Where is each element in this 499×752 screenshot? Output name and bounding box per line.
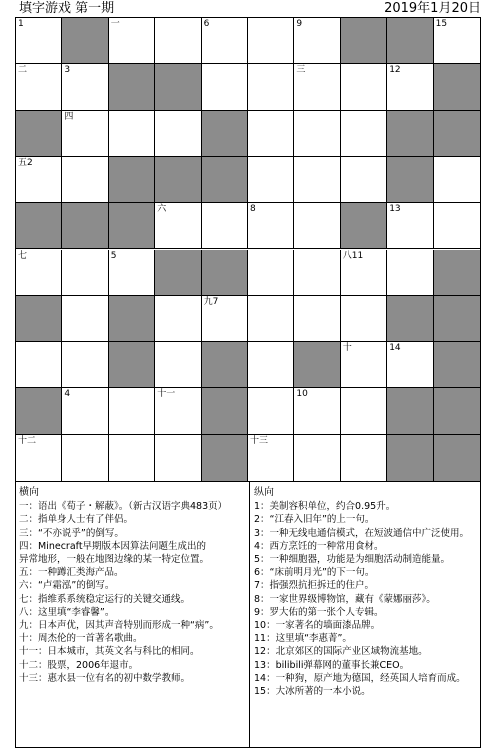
grid-cell[interactable]: [155, 111, 201, 157]
grid-cell[interactable]: [341, 435, 387, 481]
grid-cell-blocked: [434, 388, 480, 434]
grid-cell[interactable]: [16, 64, 62, 110]
down-clues: [254, 486, 476, 698]
grid-cell-blocked: [387, 435, 433, 481]
down-clue: 2：“江春入旧年”的上一句。: [254, 514, 375, 526]
grid-cell[interactable]: [109, 18, 155, 64]
grid-cell[interactable]: [294, 296, 340, 342]
clue-number: 14: [389, 343, 401, 354]
grid-cell-blocked: [434, 250, 480, 296]
grid-cell[interactable]: [294, 250, 340, 296]
clue-number: 5: [110, 250, 117, 261]
down-heading: 纵向: [254, 487, 274, 498]
clue-number: 4: [64, 389, 71, 400]
clue-number: 12: [389, 65, 401, 76]
grid-cell[interactable]: [387, 203, 433, 249]
down-clue: 10：一家著名的墙面漆品牌。: [254, 620, 381, 632]
clue-number: 三: [296, 65, 306, 76]
clue-number: 九7: [203, 296, 219, 307]
across-clue: 八：这里填“李睿馨”。: [19, 606, 115, 618]
across-clue: 六：“卢霜泓”的倒写。: [19, 580, 115, 592]
grid-cell[interactable]: [109, 250, 155, 296]
grid-cell[interactable]: [62, 342, 108, 388]
grid-cell[interactable]: [248, 250, 294, 296]
grid-cell-blocked: [109, 296, 155, 342]
grid-cell[interactable]: [16, 18, 62, 64]
grid-cell[interactable]: [109, 435, 155, 481]
across-clue: 十三：惠水县一位有名的初中数学教师。: [19, 672, 191, 684]
across-clue: 十二：股票，2006年退市。: [19, 659, 139, 671]
down-clue: 12：北京郊区的国际产业区域物流基地。: [254, 646, 428, 658]
down-clue: 9：罗大佑的第一张个人专辑。: [254, 606, 384, 618]
grid-cell[interactable]: [155, 296, 201, 342]
grid-cell[interactable]: [248, 111, 294, 157]
across-clue: 四：Minecraft早期版本因算法问题生成出的 异常地形，一般在地图边缘的某一特定位置。: [19, 540, 210, 566]
grid-cell[interactable]: [248, 18, 294, 64]
grid-cell-blocked: [16, 296, 62, 342]
grid-cell[interactable]: [248, 64, 294, 110]
grid-cell[interactable]: [341, 157, 387, 203]
grid-cell[interactable]: [155, 388, 201, 434]
down-clue: 14：一种狗，原产地为德国，经英国人培育而成。: [254, 672, 466, 684]
clues-divider: [249, 482, 250, 747]
grid-cell[interactable]: [202, 296, 248, 342]
down-clue: 1：美制容积单位，约合0.95升。: [254, 501, 396, 513]
grid-cell-blocked: [387, 18, 433, 64]
grid-cell[interactable]: [248, 296, 294, 342]
across-clues: [19, 486, 245, 685]
across-heading: 横向: [19, 487, 39, 498]
grid-cell[interactable]: [341, 342, 387, 388]
clue-number: 3: [64, 65, 71, 76]
clue-number: 10: [296, 389, 308, 400]
clue-number: 四: [64, 111, 74, 122]
puzzle-date: 2019年1月20日: [384, 1, 481, 16]
grid-cell-blocked: [434, 111, 480, 157]
grid-cell[interactable]: [341, 296, 387, 342]
down-clue: 8：一家世界级博物馆，藏有《蒙娜丽莎》。: [254, 593, 436, 605]
grid-cell[interactable]: [387, 250, 433, 296]
clue-number: 13: [389, 204, 401, 215]
clue-number: 十: [342, 343, 352, 354]
clue-number: 9: [296, 19, 303, 29]
across-clue: 九：日本声优，因其声音特别而形成一种“病”。: [19, 620, 219, 632]
grid-cell-blocked: [387, 388, 433, 434]
grid-cell-blocked: [202, 435, 248, 481]
grid-cell-blocked: [109, 203, 155, 249]
grid-cell[interactable]: [341, 388, 387, 434]
grid-cell[interactable]: [434, 203, 480, 249]
grid-cell-blocked: [16, 203, 62, 249]
grid-cell-blocked: [109, 342, 155, 388]
clue-number: 八11: [342, 250, 364, 261]
grid-cell[interactable]: [155, 342, 201, 388]
grid-cell-blocked: [341, 203, 387, 249]
grid-cell[interactable]: [155, 18, 201, 64]
clue-number: 1: [18, 19, 24, 29]
grid-cell[interactable]: [62, 157, 108, 203]
across-clue: 一：语出《荀子・解蔽》。（新古汉语字典483页）: [19, 501, 228, 513]
grid-cell[interactable]: [248, 435, 294, 481]
grid-cell[interactable]: [294, 388, 340, 434]
grid-cell[interactable]: [202, 18, 248, 64]
grid-cell[interactable]: [16, 435, 62, 481]
grid-cell[interactable]: [109, 111, 155, 157]
grid-cell[interactable]: [155, 435, 201, 481]
grid-cell-blocked: [155, 157, 201, 203]
grid-cell-blocked: [202, 157, 248, 203]
grid-cell[interactable]: [62, 250, 108, 296]
grid-cell[interactable]: [248, 342, 294, 388]
grid-cell-blocked: [434, 64, 480, 110]
grid-cell[interactable]: [294, 111, 340, 157]
grid-cell[interactable]: [16, 250, 62, 296]
grid-cell[interactable]: [109, 388, 155, 434]
down-clue-list: [254, 500, 476, 698]
grid-cell-blocked: [434, 296, 480, 342]
grid-cell-blocked: [202, 342, 248, 388]
across-clue: 十一：日本城市，其英文名与科比的相同。: [19, 646, 200, 658]
grid-cell-blocked: [109, 157, 155, 203]
clue-number: 一: [110, 19, 120, 29]
grid-cell[interactable]: [248, 388, 294, 434]
grid-cell-blocked: [434, 342, 480, 388]
across-clue: 五：一种蹲汇类海产品。: [19, 567, 124, 579]
grid-cell-blocked: [155, 250, 201, 296]
clue-number: 6: [203, 19, 210, 29]
grid-cell[interactable]: [62, 435, 108, 481]
grid-cell-blocked: [202, 250, 248, 296]
crossword-grid: [15, 17, 481, 482]
down-clue: 5：一种细胞器，功能是为细胞活动制造能量。: [254, 554, 451, 566]
grid-cell-blocked: [202, 388, 248, 434]
grid-cell[interactable]: [294, 157, 340, 203]
grid-cell[interactable]: [434, 157, 480, 203]
grid-cell[interactable]: [202, 64, 248, 110]
grid-cell[interactable]: [16, 342, 62, 388]
clue-number: 十一: [157, 389, 176, 400]
grid-cell[interactable]: [294, 435, 340, 481]
grid-cell-blocked: [387, 111, 433, 157]
grid-cell-blocked: [109, 64, 155, 110]
across-clue-list: [19, 500, 245, 685]
grid-cell[interactable]: [387, 342, 433, 388]
grid-cell[interactable]: [62, 111, 108, 157]
grid-cell[interactable]: [62, 296, 108, 342]
down-clue: 11：这里填“李惠菁”。: [254, 633, 352, 645]
down-clue: 3：一种无线电通信模式，在短波通信中广泛使用。: [254, 527, 470, 539]
grid-cell[interactable]: [16, 157, 62, 203]
grid-cell-blocked: [387, 296, 433, 342]
down-clue: 7：指强烈抗拒拆迁的住户。: [254, 580, 375, 592]
grid-cell-blocked: [16, 111, 62, 157]
clue-number: 二: [18, 65, 28, 76]
clues-panel: [15, 482, 481, 748]
grid-cell-blocked: [155, 64, 201, 110]
clue-number: 七: [18, 250, 28, 261]
down-clue: 6：“床前明月光”的下一句。: [254, 567, 375, 579]
grid-cell[interactable]: [248, 157, 294, 203]
clue-number: 8: [250, 204, 256, 215]
grid-cell-blocked: [294, 342, 340, 388]
down-clue: 15：大冰所著的一本小说。: [254, 686, 371, 698]
clue-number: 15: [435, 19, 448, 29]
grid-cell[interactable]: [294, 64, 340, 110]
across-clue: 三：“不亦说乎”的倒写。: [19, 527, 124, 539]
grid-cell[interactable]: [294, 18, 340, 64]
grid-cell[interactable]: [294, 203, 340, 249]
down-clue: 4：西方烹饪的一种常用食材。: [254, 540, 384, 552]
grid-cell-blocked: [434, 435, 480, 481]
across-clue: 十：周杰伦的一首著名歌曲。: [19, 633, 143, 645]
grid-cell-blocked: [387, 157, 433, 203]
grid-cell[interactable]: [248, 203, 294, 249]
grid-cell-blocked: [202, 111, 248, 157]
grid-cell[interactable]: [155, 203, 201, 249]
clue-number: 十二: [18, 435, 37, 446]
grid-cell[interactable]: [341, 250, 387, 296]
grid-cell[interactable]: [341, 64, 387, 110]
grid-cell[interactable]: [387, 64, 433, 110]
grid-cell[interactable]: [434, 18, 480, 64]
grid-cell-blocked: [62, 203, 108, 249]
down-clue: 13：bilibili弹幕网的董事长兼CEO。: [254, 659, 410, 671]
grid-cell[interactable]: [62, 388, 108, 434]
across-clue: 七：指维系系统稳定运行的关键交通线。: [19, 593, 191, 605]
grid-cell-blocked: [341, 18, 387, 64]
across-clue: 二：指单身人士有了伴侣。: [19, 514, 134, 526]
clue-number: 六: [157, 204, 167, 215]
clue-number: 五2: [18, 157, 33, 168]
puzzle-title: 填字游戏 第一期: [19, 1, 115, 16]
grid-cell[interactable]: [202, 203, 248, 249]
grid-cell-blocked: [16, 388, 62, 434]
grid-cell[interactable]: [341, 111, 387, 157]
grid-cell-blocked: [62, 18, 108, 64]
clue-number: 十三: [250, 435, 269, 446]
grid-cell[interactable]: [62, 64, 108, 110]
